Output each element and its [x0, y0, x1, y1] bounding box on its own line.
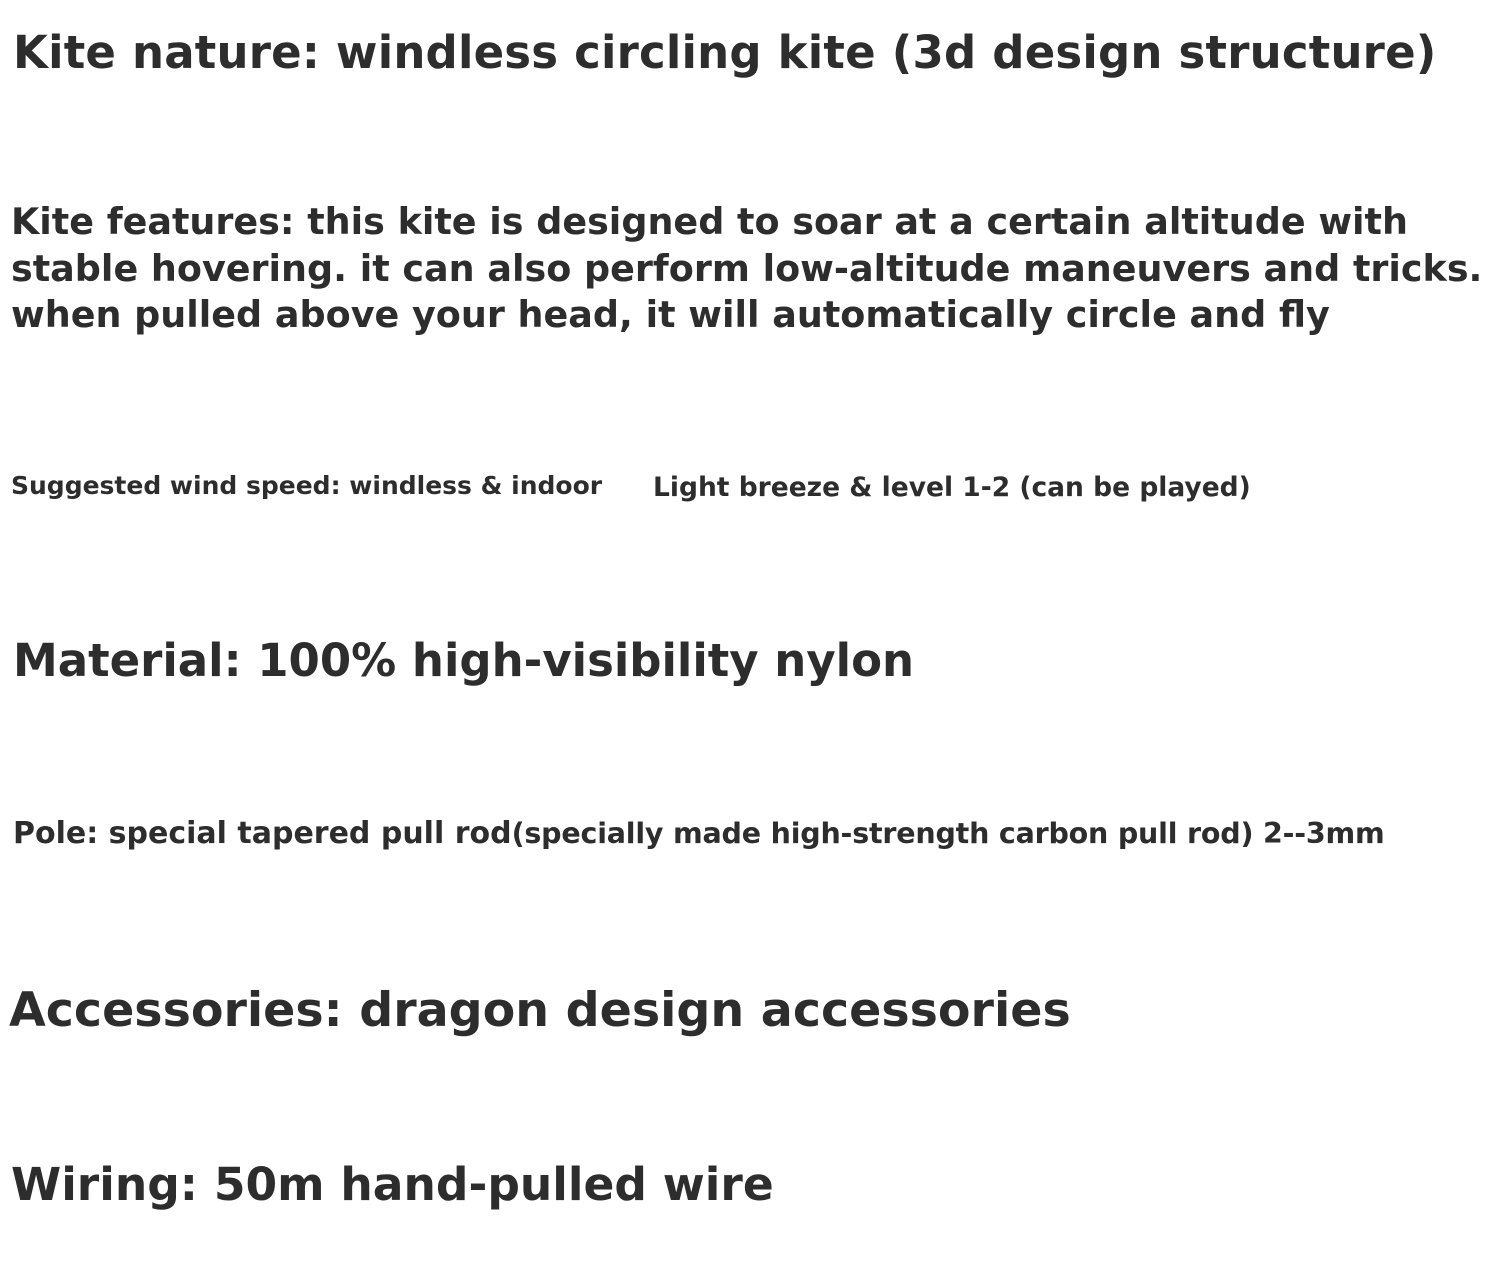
kite-nature-heading: Kite nature: windless circling kite (3d design structure) — [13, 26, 1437, 79]
accessories-heading: Accessories: dragon design accessories — [9, 983, 1071, 1038]
light-breeze-note: Light breeze & level 1-2 (can be played) — [653, 472, 1251, 503]
pole-detail: (specially made high-strength carbon pull rod) 2--3mm — [511, 817, 1385, 850]
kite-features-paragraph — [11, 199, 1491, 339]
features-line-1: Kite features: this kite is designed to soar at a certain altitude with — [11, 200, 1408, 243]
suggested-wind-speed: Suggested wind speed: windless & indoor — [11, 471, 603, 500]
features-line-2: stable hovering. it can also perform low-altitude maneuvers and tricks. — [11, 246, 1483, 290]
wiring-heading: Wiring: 50m hand-pulled wire — [11, 1158, 774, 1211]
features-line-3: when pulled above your head, it will automatically circle and fly — [11, 293, 1330, 336]
material-heading: Material: 100% high-visibility nylon — [13, 634, 915, 687]
pole-main: Pole: special tapered pull rod — [13, 816, 512, 851]
pole-line — [13, 816, 1385, 851]
